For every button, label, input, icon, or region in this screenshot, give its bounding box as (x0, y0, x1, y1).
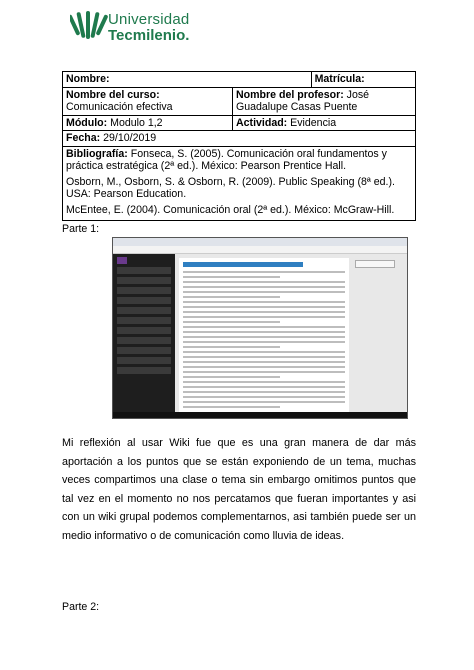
screenshot-wiki-document (179, 258, 349, 412)
wiki-screenshot-image (112, 237, 408, 419)
screenshot-taskbar (113, 412, 408, 419)
modulo-label: Módulo: (66, 116, 108, 129)
profesor-cell (233, 87, 416, 115)
bibliografia-label: Bibliografía: (66, 147, 128, 160)
profesor-label: Nombre del profesor: (236, 88, 344, 101)
nombre-label: Nombre: (66, 73, 110, 85)
bib-entry-3: McEntee, E. (2004). Comunicación oral (2ª ed.). México: McGraw-Hill. (66, 203, 395, 216)
bib-entry-1-text: Fonseca, S. (2005). Comunicación oral fundamentos y práctica estratégica (2ª ed.). México: Pearson Prentice Hall. (66, 147, 387, 172)
fecha-value: 29/10/2019 (103, 132, 157, 144)
actividad-label: Actividad: (236, 116, 288, 129)
screenshot-page (175, 254, 408, 412)
student-info-table (62, 71, 416, 221)
modulo-cell (63, 115, 233, 131)
logo-line-2: Tecmilenio. (108, 27, 190, 44)
university-logo-text (108, 12, 189, 44)
bib-entry-1 (66, 148, 412, 173)
parte-2-heading: Parte 2: (62, 601, 100, 613)
screenshot-sidebar (113, 254, 175, 412)
browser-address-bar (113, 246, 408, 254)
modulo-value: Modulo 1,2 (110, 116, 163, 129)
fecha-label: Fecha: (66, 132, 101, 144)
profesor-value: José Guadalupe Casas Puente (236, 88, 370, 113)
curso-value: Comunicación efectiva (66, 101, 173, 113)
curso-cell (63, 87, 233, 115)
reflexion-paragraph: Mi reflexión al usar Wiki fue que es una gran manera de dar más aportación a los puntos que se están exponiendo de un tema, muchas veces compartimos una clase o tema sin embargo omitimos puntos que tal vez en el momento no nos percatamos que fueran importantes y asi con un wiki grupal podemos complementarnos, asi también puede ser un medio informativo o de comunicación como lluvia de ideas. (62, 437, 416, 542)
logo-line-1: Universidad (108, 11, 190, 28)
curso-label: Nombre del curso: (66, 88, 160, 101)
bibliografia-cell (63, 146, 416, 221)
parte-1-heading: Parte 1: (62, 223, 100, 235)
matricula-cell (311, 72, 415, 88)
matricula-label: Matrícula: (314, 73, 365, 85)
bib-entry-2: Osborn, M., Osborn, S. & Osborn, R. (2009). Public Speaking (8ª ed.). USA: Pearson Education. (66, 175, 395, 200)
fecha-cell (63, 131, 416, 147)
screenshot-edit-button (355, 260, 395, 268)
nombre-cell (63, 72, 312, 88)
actividad-value: Evidencia (290, 116, 337, 129)
browser-tab-bar (113, 238, 408, 246)
actividad-cell (233, 115, 416, 131)
